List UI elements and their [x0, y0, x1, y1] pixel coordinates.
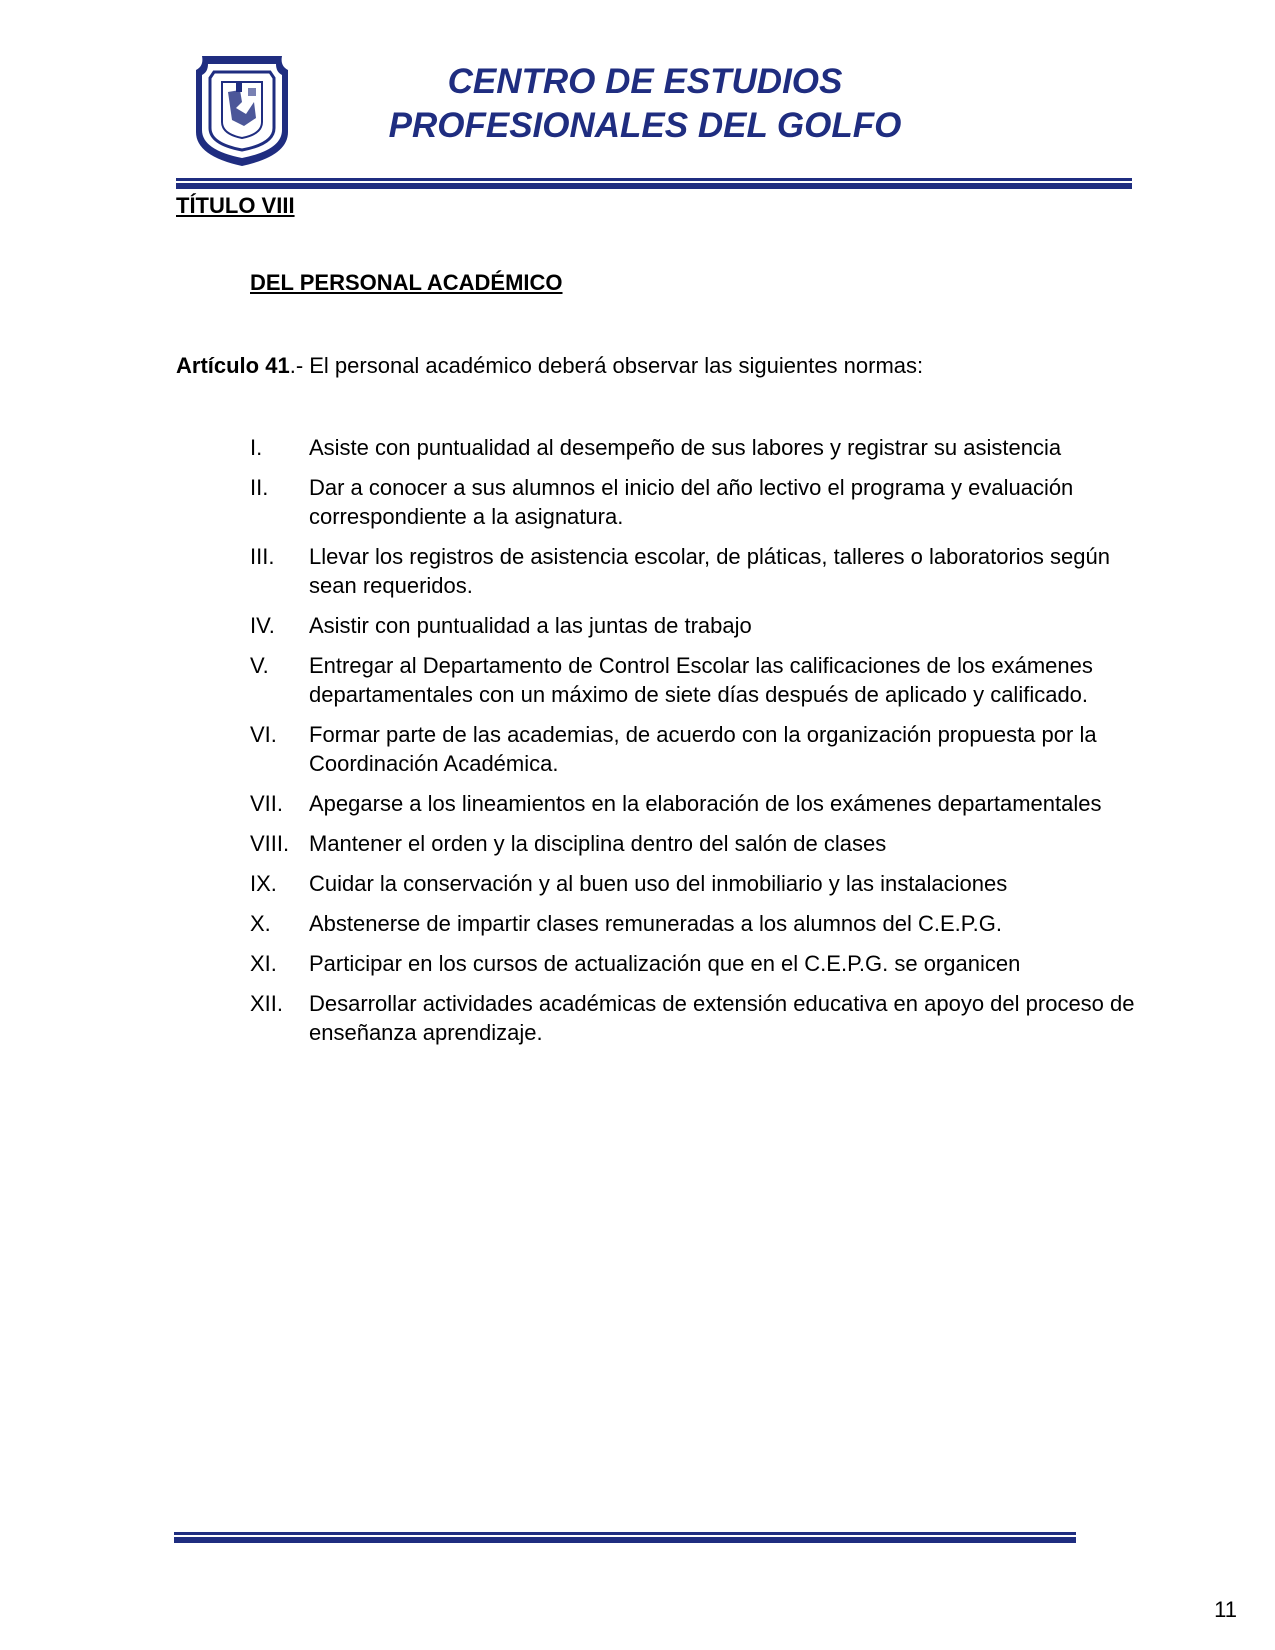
institution-name: [330, 60, 960, 148]
list-item: [250, 949, 1150, 978]
list-item: [250, 909, 1150, 938]
footer-divider: [174, 1532, 1076, 1544]
institution-name-line1: CENTRO DE ESTUDIOS: [447, 62, 843, 101]
item-number: IV.: [250, 613, 275, 638]
item-text: Desarrollar actividades académicas de extensión educativa en apoyo del proceso de enseñanza aprendizaje.: [309, 991, 1135, 1045]
list-item: [250, 720, 1150, 778]
item-number: XII.: [250, 991, 284, 1016]
list-item: [250, 433, 1150, 462]
institution-seal-icon: [192, 52, 292, 170]
article-intro: [176, 353, 923, 379]
item-text: Asistir con puntualidad a las juntas de trabajo: [309, 613, 752, 638]
list-item: [250, 789, 1150, 818]
item-number: I.: [250, 435, 263, 460]
item-text: Participar en los cursos de actualización que en el C.E.P.G. se organicen: [309, 951, 1021, 976]
title-heading: TÍTULO VIII: [176, 193, 295, 218]
item-number: III.: [250, 544, 275, 569]
page-number: 11: [1214, 1597, 1237, 1622]
list-item: [250, 542, 1150, 600]
item-number: VII.: [250, 791, 284, 816]
item-number: XI.: [250, 951, 277, 976]
list-item: [250, 829, 1150, 858]
list-item: [250, 611, 1150, 640]
item-text: Mantener el orden y la disciplina dentro del salón de clases: [309, 831, 887, 856]
item-number: II.: [250, 475, 269, 500]
item-number: X.: [250, 911, 271, 936]
list-item: [250, 473, 1150, 531]
item-number: VIII.: [250, 831, 290, 856]
item-number: VI.: [250, 722, 277, 747]
item-text: Cuidar la conservación y al buen uso del inmobiliario y las instalaciones: [309, 871, 1008, 896]
item-text: Formar parte de las academias, de acuerdo con la organización propuesta por la Coordinación Académica.: [309, 722, 1097, 776]
item-text: Abstenerse de impartir clases remuneradas a los alumnos del C.E.P.G.: [309, 911, 1002, 936]
article-text: .- El personal académico deberá observar las siguientes normas:: [289, 353, 924, 378]
item-text: Asiste con puntualidad al desempeño de sus labores y registrar su asistencia: [309, 435, 1062, 460]
item-text: Llevar los registros de asistencia escolar, de pláticas, talleres o laboratorios según sean requeridos.: [309, 544, 1110, 598]
section-heading: DEL PERSONAL ACADÉMICO: [250, 270, 563, 295]
norms-list: [250, 433, 1150, 1058]
item-text: Dar a conocer a sus alumnos el inicio del año lectivo el programa y evaluación correspondiente a la asignatura.: [309, 475, 1074, 529]
list-item: [250, 869, 1150, 898]
item-text: Apegarse a los lineamientos en la elaboración de los exámenes departamentales: [309, 791, 1102, 816]
article-label: Artículo 41: [176, 353, 290, 378]
item-number: V.: [250, 653, 269, 678]
list-item: [250, 989, 1150, 1047]
header-divider: [176, 178, 1132, 190]
list-item: [250, 651, 1150, 709]
item-number: IX.: [250, 871, 277, 896]
institution-name-line2: PROFESIONALES DEL GOLFO: [388, 106, 902, 145]
item-text: Entregar al Departamento de Control Escolar las calificaciones de los exámenes departamentales con un máximo de siete días después de aplicado y calificado.: [309, 653, 1093, 707]
